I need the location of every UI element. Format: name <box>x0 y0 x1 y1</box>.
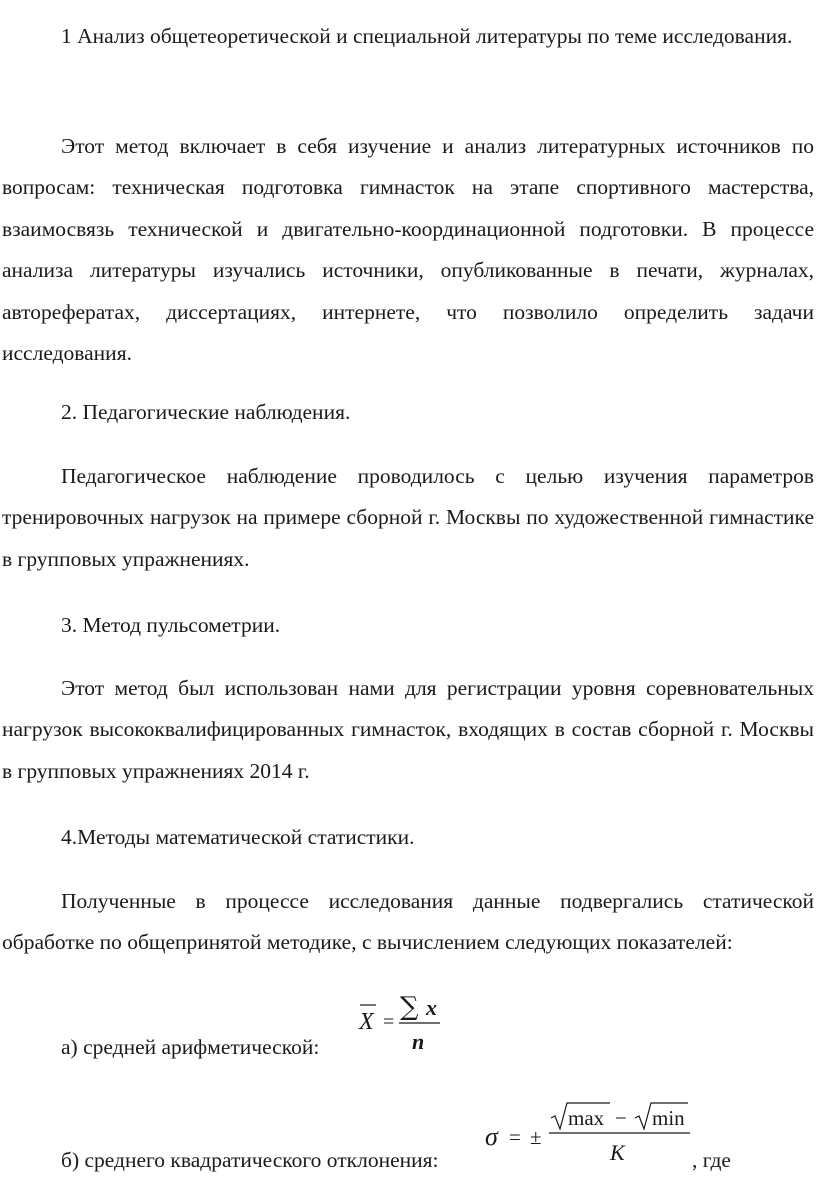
sd-plus-minus: ± <box>530 1125 542 1149</box>
formula-mean <box>350 985 450 1055</box>
sd-min: min <box>652 1106 685 1130</box>
paragraph-literature-analysis: 1 Анализ общетеоретической и специальной литературы по теме исследования. <box>61 24 793 48</box>
mean-denominator: n <box>412 1029 425 1054</box>
mean-equals: = <box>383 1011 395 1033</box>
sd-denominator: K <box>610 1140 625 1165</box>
sd-max: max <box>568 1106 605 1130</box>
formula-standard-deviation <box>480 1096 695 1171</box>
paragraph-pulsometry: Этот метод был использован нами для регистрации уровня соревновательных нагрузок высококвалифицированных гимнасток, входящих в состав сборной г. Москвы в групповых упражнениях 2014 г. <box>2 676 814 783</box>
paragraph-math-statistics: Полученные в процессе исследования данные подвергались статической обработке по общепринятой методике, с вычислением следующих показателей: <box>2 889 814 955</box>
heading-pedagogical-observation: 2. Педагогические наблюдения. <box>61 400 351 424</box>
paragraph-pedagogical-observation: Педагогическое наблюдение проводилось с целью изучения параметров тренировочных нагрузок на примере сборной г. Москвы по художественной гимнастике в групповых упражнениях. <box>2 464 814 571</box>
mean-numerator-var: x <box>426 995 437 1020</box>
sd-minus: − <box>615 1106 627 1130</box>
paragraph-literature-method: Этот метод включает в себя изучение и анализ литературных источников по вопросам: техническая подготовка гимнасток на этапе спортивного мастерства, взаимосвязь технической и двигательно-координационной подготовки. В процессе анализа литературы изучались источники, опубликованные в печати, журналах, авторефератах, диссертациях, интернете, что позволило определить задачи исследования. <box>2 134 814 366</box>
heading-pulsometry: 3. Метод пульсометрии. <box>61 613 281 637</box>
label-mean: а) средней арифметической: <box>61 1035 320 1059</box>
heading-math-statistics: 4.Методы математической статистики. <box>61 825 415 849</box>
sum-sign: ∑ <box>400 992 419 1022</box>
label-standard-deviation: б) среднего квадратического отклонения: <box>61 1148 439 1172</box>
mean-lhs: X <box>359 1009 374 1035</box>
sd-equals: = <box>509 1125 521 1149</box>
sd-lhs: σ <box>485 1122 498 1151</box>
text-where: , где <box>692 1148 731 1172</box>
